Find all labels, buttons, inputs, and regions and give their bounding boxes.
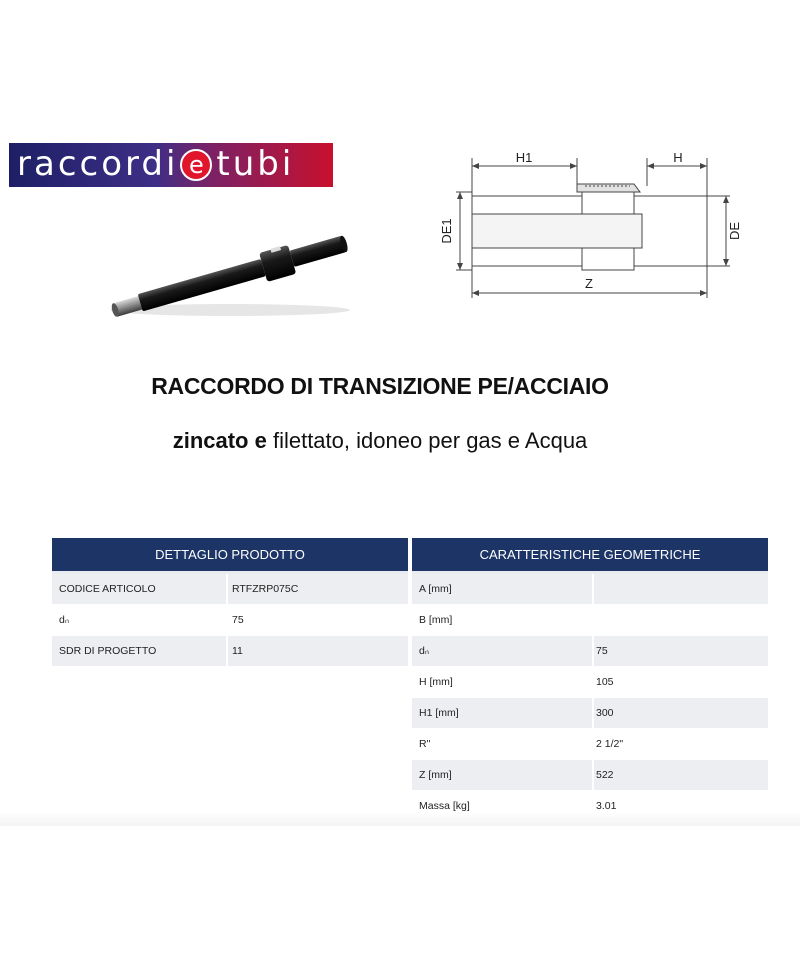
table-row (412, 760, 768, 791)
geometric-characteristics-table (412, 538, 768, 822)
row-value: 75 (232, 614, 244, 626)
table-row (412, 729, 768, 760)
logo-e-badge: e (180, 149, 212, 181)
row-label: H [mm] (419, 676, 453, 688)
dim-label-z: Z (585, 276, 593, 291)
row-label: Z [mm] (412, 760, 594, 790)
row-value: 75 (596, 645, 608, 657)
product-detail-table (52, 538, 408, 667)
dim-label-h: H (673, 150, 683, 165)
row-label: A [mm] (412, 574, 594, 604)
table-row (52, 605, 408, 636)
dim-label-de: DE (727, 221, 742, 241)
bottom-divider (0, 812, 800, 826)
row-label: H1 [mm] (412, 698, 594, 728)
table-row (412, 698, 768, 729)
subtitle-rest: filettato, idoneo per gas e Acqua (266, 428, 588, 453)
row-value: 522 (596, 769, 614, 781)
row-label: CODICE ARTICOLO (52, 574, 228, 604)
row-value: 105 (596, 676, 614, 688)
table-header: DETTAGLIO PRODOTTO (52, 538, 408, 574)
row-value: 3.01 (596, 800, 617, 812)
row-label: dₙ (412, 636, 594, 666)
row-label: dₙ (59, 614, 70, 626)
table-row (412, 667, 768, 698)
technical-drawing (430, 148, 760, 308)
row-value: RTFZRP075C (232, 583, 299, 595)
table-row (52, 574, 408, 605)
page-subtitle (0, 428, 760, 454)
logo-word-raccordi: raccordi (17, 144, 179, 184)
dim-label-de1: DE1 (439, 218, 454, 244)
page-title: RACCORDO DI TRANSIZIONE PE/ACCIAIO (151, 373, 609, 399)
row-value: 11 (232, 645, 243, 657)
logo-word-tubi: tubi (216, 144, 295, 184)
product-photo (100, 230, 360, 320)
row-value: 2 1/2" (596, 738, 624, 750)
table-row (412, 605, 768, 636)
table-header: CARATTERISTICHE GEOMETRICHE (412, 538, 768, 574)
table-row (412, 636, 768, 667)
subtitle-bold: zincato e (172, 428, 267, 453)
dim-label-h1: H1 (515, 150, 533, 165)
table-row (412, 574, 768, 605)
row-label: SDR DI PROGETTO (52, 636, 228, 666)
row-label: B [mm] (419, 614, 453, 626)
table-row (52, 636, 408, 667)
row-label: R" (419, 738, 431, 750)
brand-logo (9, 143, 333, 187)
row-value: 300 (596, 707, 614, 719)
row-label: Massa [kg] (419, 800, 470, 812)
